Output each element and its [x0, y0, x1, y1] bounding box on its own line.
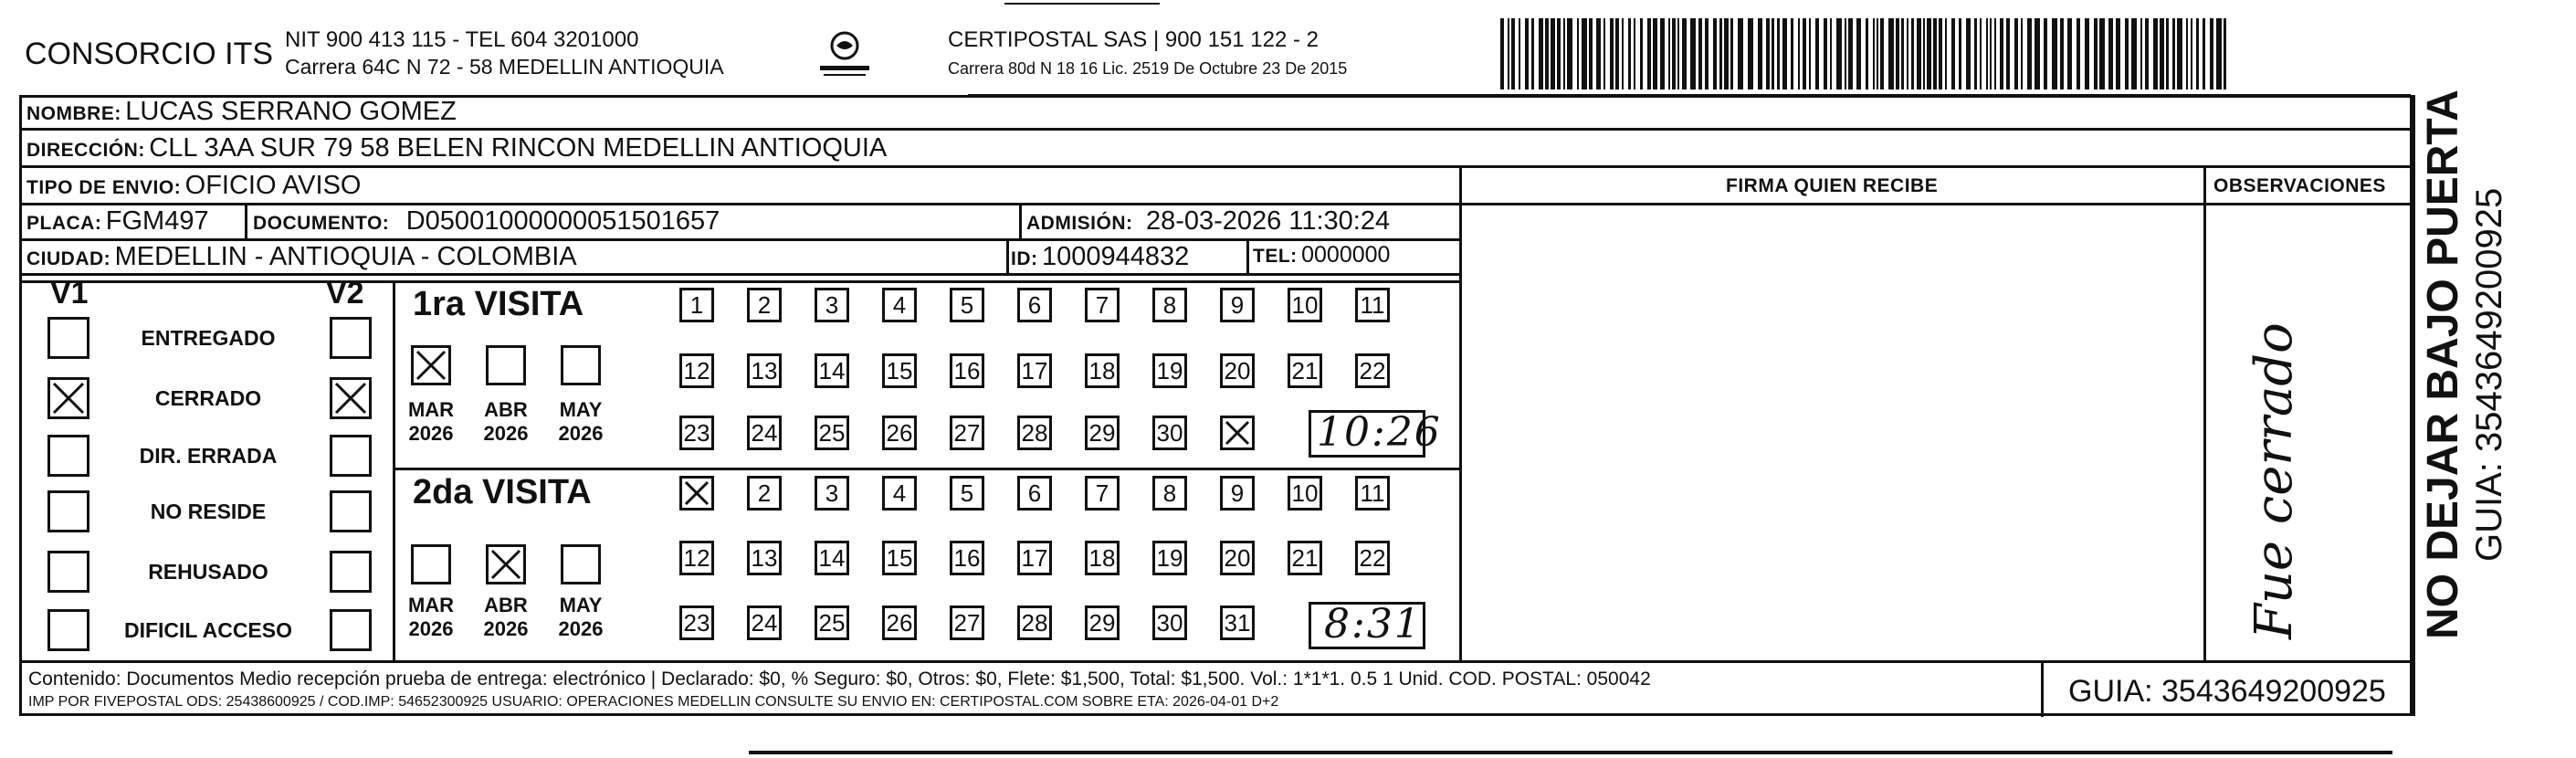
- barcode-bar: [1640, 18, 1643, 89]
- status-label: REHUSADO: [148, 560, 268, 584]
- barcode-bar: [1557, 18, 1561, 89]
- barcode-bar: [1582, 18, 1587, 89]
- barcode-bar: [2052, 18, 2057, 89]
- observaciones-note: Fue cerrado: [2245, 322, 2304, 639]
- day-box[interactable]: 10: [1288, 288, 1322, 322]
- barcode-bar: [2153, 18, 2158, 89]
- barcode-bar: [1803, 18, 1806, 89]
- day-box[interactable]: 28: [1017, 605, 1052, 640]
- barcode-bar: [1567, 18, 1572, 89]
- barcode-bar: [1519, 18, 1520, 89]
- barcode-bar: [2116, 18, 2120, 89]
- day-box[interactable]: 24: [747, 605, 782, 640]
- divider: [1246, 238, 1249, 275]
- barcode-bar: [1668, 18, 1670, 89]
- documento-row: [253, 206, 720, 237]
- month-checkbox[interactable]: [561, 544, 601, 584]
- day-box[interactable]: 26: [882, 605, 917, 640]
- barcode-bar: [2077, 18, 2080, 89]
- barcode-bar: [1966, 18, 1971, 89]
- day-box[interactable]: 25: [815, 416, 849, 450]
- day-box[interactable]: 3: [815, 476, 849, 511]
- barcode-bar: [1545, 18, 1549, 89]
- barcode-bar: [1758, 18, 1762, 89]
- placa-label: PLACA:: [26, 213, 102, 234]
- status-label: ENTREGADO: [141, 326, 276, 350]
- barcode-bar: [1551, 18, 1555, 89]
- month-year: 2026: [483, 422, 529, 445]
- barcode-bar: [1896, 18, 1899, 89]
- day-box[interactable]: 12: [679, 541, 714, 575]
- month-year: 2026: [558, 617, 604, 640]
- month-name: ABR: [484, 398, 528, 421]
- admision-value: 28-03-2026 11:30:24: [1145, 206, 1391, 236]
- barcode-bar: [1845, 18, 1846, 89]
- barcode-bar: [1653, 18, 1657, 89]
- admision-row: [1026, 206, 1390, 237]
- tel-label: TEL:: [1253, 246, 1298, 267]
- barcode-bar: [2186, 18, 2188, 89]
- observaciones-handwriting: [2246, 322, 2303, 639]
- barcode-bar: [2210, 18, 2213, 89]
- barcode-bar: [1907, 18, 1908, 89]
- tel-row: [1253, 242, 1390, 268]
- v2-label: V2: [326, 276, 364, 311]
- barcode-bar: [1777, 18, 1780, 89]
- day-box[interactable]: 14: [815, 353, 849, 388]
- v1-label: V1: [50, 276, 89, 311]
- barcode-bar: [1748, 18, 1753, 89]
- barcode-bar: [1836, 18, 1842, 89]
- divider: [1459, 165, 1462, 661]
- divider: [393, 280, 395, 662]
- barcode: [1500, 18, 2231, 89]
- barcode-bar: [2000, 18, 2003, 89]
- documento-label: DOCUMENTO:: [253, 213, 390, 234]
- day-box[interactable]: 31: [1220, 605, 1255, 640]
- barcode-bar: [1508, 18, 1509, 89]
- day-box[interactable]: 3: [815, 288, 849, 322]
- barcode-bar: [1713, 18, 1717, 89]
- month-year: 2026: [408, 422, 454, 445]
- v1-checkbox[interactable]: [47, 317, 89, 359]
- barcode-bar: [2060, 18, 2064, 89]
- day-box[interactable]: 27: [950, 605, 984, 640]
- divider: [245, 203, 247, 239]
- barcode-bar: [2044, 18, 2047, 89]
- divider: [19, 165, 2413, 168]
- barcode-bar: [1877, 18, 1878, 89]
- barcode-bar: [1511, 18, 1515, 89]
- barcode-bar: [1724, 18, 1729, 89]
- barcode-bar: [1539, 18, 1543, 89]
- divider: [19, 238, 1462, 241]
- month-checkbox[interactable]: [486, 345, 526, 385]
- divider: [19, 203, 2413, 205]
- barcode-bar: [1705, 18, 1709, 89]
- day-box[interactable]: 7: [1085, 476, 1120, 511]
- divider: [1006, 238, 1009, 275]
- month-name: MAR: [407, 594, 455, 616]
- day-box[interactable]: 2: [747, 476, 782, 511]
- day-box[interactable]: 7: [1085, 288, 1120, 322]
- day-box[interactable]: 21: [1288, 353, 1322, 388]
- day-box[interactable]: 16: [950, 541, 984, 575]
- day-box[interactable]: 5: [950, 288, 984, 322]
- first-visit-handwritten-time: 10:26: [1317, 409, 1442, 456]
- v2-checkbox[interactable]: [330, 551, 372, 593]
- v2-checkbox[interactable]: [330, 377, 372, 419]
- barcode-bar: [1660, 18, 1665, 89]
- day-box[interactable]: 15: [882, 353, 917, 388]
- day-box[interactable]: 14: [815, 541, 849, 575]
- barcode-bar: [2140, 18, 2142, 89]
- month-checkbox[interactable]: [411, 544, 451, 584]
- v1-checkbox[interactable]: [47, 435, 89, 477]
- barcode-bar: [1873, 18, 1875, 89]
- id-row: [1011, 242, 1189, 272]
- barcode-bar: [1959, 18, 1961, 89]
- status-label: DIR. ERRADA: [139, 444, 278, 468]
- barcode-bar: [1911, 18, 1914, 89]
- day-box[interactable]: 30: [1152, 605, 1187, 640]
- barcode-bar: [2177, 18, 2182, 89]
- day-box[interactable]: 21: [1288, 541, 1322, 575]
- day-box[interactable]: 27: [950, 416, 984, 450]
- certipostal-subtitle: Carrera 80d N 18 16 Lic. 2519 De Octubre 23 De 2015: [948, 59, 1348, 78]
- barcode-bar: [1647, 18, 1651, 89]
- day-box[interactable]: 2: [747, 288, 782, 322]
- day-box[interactable]: 28: [1017, 416, 1052, 450]
- id-value: 1000944832: [1041, 242, 1190, 271]
- barcode-bar: [2006, 18, 2010, 89]
- tipo-label: TIPO DE ENVIO:: [26, 177, 182, 198]
- bottom-rule: [749, 751, 2392, 754]
- day-box[interactable]: 11: [1355, 288, 1390, 322]
- barcode-bar: [1628, 18, 1631, 89]
- direccion-value: CLL 3AA SUR 79 58 BELEN RINCON MEDELLIN ANTIOQUIA: [149, 133, 888, 163]
- day-box[interactable]: 10: [1288, 476, 1322, 511]
- barcode-bar: [2094, 18, 2098, 89]
- day-box[interactable]: [679, 476, 714, 511]
- barcode-bar: [1866, 18, 1868, 89]
- certipostal-title: CERTIPOSTAL SAS | 900 151 122 - 2: [948, 27, 1319, 52]
- barcode-bar: [2216, 18, 2222, 89]
- day-box-checked[interactable]: [1220, 416, 1255, 450]
- v1-checkbox[interactable]: [47, 377, 89, 419]
- month-checkbox[interactable]: [486, 544, 526, 584]
- second-visit-handwritten-time: 8:31: [1324, 601, 1422, 647]
- divider: [19, 280, 1462, 283]
- barcode-bar: [1933, 18, 1937, 89]
- observaciones-header: OBSERVACIONES: [2213, 175, 2386, 196]
- barcode-bar: [2108, 18, 2113, 89]
- barcode-bar: [1809, 18, 1811, 89]
- barcode-bar: [1719, 18, 1722, 89]
- barcode-bar: [2145, 18, 2149, 89]
- ciudad-row: [26, 242, 577, 272]
- ciudad-value: MEDELLIN - ANTIOQUIA - COLOMBIA: [114, 242, 577, 271]
- barcode-bar: [2166, 18, 2169, 89]
- barcode-bar: [1610, 18, 1614, 89]
- month-label: [552, 594, 610, 641]
- day-box[interactable]: 17: [1017, 541, 1052, 575]
- barcode-bar: [2196, 18, 2199, 89]
- barcode-bar: [1880, 18, 1884, 89]
- month-year: 2026: [483, 617, 529, 640]
- day-box[interactable]: 9: [1220, 476, 1255, 511]
- barcode-bar: [1980, 18, 1982, 89]
- month-year: 2026: [558, 422, 604, 445]
- barcode-bar: [1698, 18, 1702, 89]
- v2-checkbox[interactable]: [330, 609, 372, 651]
- day-box[interactable]: 13: [747, 541, 782, 575]
- barcode-bar: [1500, 18, 1504, 89]
- barcode-bar: [1577, 18, 1579, 89]
- barcode-bar: [2099, 18, 2105, 89]
- documento-value: D05001000000051501657: [405, 206, 720, 236]
- divider: [19, 660, 2413, 663]
- first-visit-title: 1ra VISITA: [413, 285, 584, 323]
- nombre-label: NOMBRE:: [26, 103, 121, 124]
- barcode-bar: [1766, 18, 1770, 89]
- day-box[interactable]: 23: [679, 605, 714, 640]
- month-name: MAY: [559, 594, 603, 616]
- first-visit-time-box: [1309, 409, 1442, 458]
- barcode-bar: [1927, 18, 1931, 89]
- barcode-bar: [1830, 18, 1832, 89]
- barcode-bar: [1782, 18, 1787, 89]
- month-year: 2026: [408, 617, 454, 640]
- barcode-bar: [1603, 18, 1605, 89]
- month-label: [477, 594, 535, 641]
- form-frame: [19, 95, 2413, 716]
- barcode-bar: [1815, 18, 1819, 89]
- barcode-bar: [2027, 18, 2032, 89]
- direccion-label: DIRECCIÓN:: [26, 140, 145, 161]
- day-box[interactable]: 15: [882, 541, 917, 575]
- barcode-bar: [1772, 18, 1774, 89]
- placa-row: [26, 206, 209, 237]
- month-name: ABR: [484, 594, 528, 616]
- barcode-bar: [2160, 18, 2164, 89]
- barcode-bar: [2191, 18, 2192, 89]
- tel-value: 0000000: [1301, 242, 1391, 268]
- v2-checkbox[interactable]: [330, 435, 372, 477]
- barcode-bar: [1525, 18, 1529, 89]
- company-address: Carrera 64C N 72 - 58 MEDELLIN ANTIOQUIA: [285, 55, 724, 79]
- barcode-bar: [1917, 18, 1921, 89]
- day-box[interactable]: 20: [1220, 541, 1255, 575]
- barcode-bar: [1848, 18, 1853, 89]
- day-box[interactable]: 29: [1085, 605, 1120, 640]
- day-box[interactable]: 13: [747, 353, 782, 388]
- day-box[interactable]: 6: [1017, 288, 1052, 322]
- barcode-bar: [2203, 18, 2205, 89]
- tipo-row: [26, 171, 361, 201]
- divider: [19, 273, 1462, 276]
- v1-checkbox[interactable]: [47, 490, 89, 532]
- day-box[interactable]: 26: [882, 416, 917, 450]
- barcode-bar: [1990, 18, 1992, 89]
- barcode-bar: [2224, 18, 2226, 89]
- day-box[interactable]: 12: [679, 353, 714, 388]
- barcode-bar: [1951, 18, 1955, 89]
- day-box[interactable]: 29: [1085, 416, 1120, 450]
- day-box[interactable]: 16: [950, 353, 984, 388]
- second-visit-title: 2da VISITA: [413, 473, 592, 511]
- divider: [393, 468, 1461, 470]
- day-box[interactable]: 20: [1220, 353, 1255, 388]
- direccion-row: [26, 133, 887, 163]
- month-name: MAY: [559, 398, 603, 421]
- day-box[interactable]: 30: [1152, 416, 1187, 450]
- nombre-value: LUCAS SERRANO GOMEZ: [125, 97, 457, 126]
- barcode-bar: [2085, 18, 2089, 89]
- barcode-bar: [1615, 18, 1619, 89]
- barcode-bar: [1888, 18, 1894, 89]
- barcode-bar: [1856, 18, 1861, 89]
- day-box[interactable]: 23: [679, 416, 714, 450]
- barcode-bar: [1622, 18, 1624, 89]
- second-visit-time-box: [1309, 602, 1425, 649]
- day-box[interactable]: 9: [1220, 288, 1255, 322]
- barcode-bar: [1690, 18, 1696, 89]
- barcode-bar: [1945, 18, 1947, 89]
- company-name: CONSORCIO ITS: [25, 37, 274, 71]
- month-label: [402, 594, 460, 641]
- day-box[interactable]: 6: [1017, 476, 1052, 511]
- day-box[interactable]: 22: [1355, 541, 1390, 575]
- v1-checkbox[interactable]: [47, 551, 89, 593]
- month-label: [552, 398, 610, 446]
- barcode-bar: [1994, 18, 1996, 89]
- day-box[interactable]: 22: [1355, 353, 1390, 388]
- v1-checkbox[interactable]: [47, 609, 89, 651]
- month-checkbox[interactable]: [411, 345, 451, 385]
- status-label: DIFICIL ACCESO: [123, 618, 292, 642]
- day-box[interactable]: 18: [1085, 541, 1120, 575]
- barcode-bar: [1730, 18, 1733, 89]
- divider: [1019, 203, 1022, 239]
- footer-imp: IMP POR FIVEPOSTAL ODS: 25438600925 / COD.IMP: 54652300925 USUARIO: OPERACIONES MEDELLIN CONSULTE SU ENVIO EN: CERTIPOSTAL.COM SOBRE ETA: 2026-04-01 D+2: [28, 694, 1279, 710]
- certipostal-logo: [813, 26, 877, 82]
- footer-contenido: Contenido: Documentos Medio recepción prueba de entrega: electrónico | Declarado: $0, % Seguro: $0, Otros: $0, Flete: $1,500, Total: $1,500. Vol.: 1*1*1. 0.5 1 Unid. COD. POSTAL: 050042: [28, 669, 1651, 690]
- barcode-bar: [1682, 18, 1687, 89]
- day-box[interactable]: 11: [1355, 476, 1390, 511]
- v2-checkbox[interactable]: [330, 317, 372, 359]
- barcode-bar: [2014, 18, 2018, 89]
- barcode-bar: [1634, 18, 1635, 89]
- barcode-bar: [1738, 18, 1743, 89]
- footer-guia: GUIA: 3543649200925: [2068, 674, 2386, 709]
- tipo-value: OFICIO AVISO: [184, 171, 362, 200]
- barcode-bar: [1986, 18, 1988, 89]
- month-label: [477, 398, 535, 446]
- id-label: ID:: [1011, 248, 1038, 269]
- barcode-bar: [2067, 18, 2072, 89]
- barcode-bar: [1589, 18, 1593, 89]
- ciudad-label: CIUDAD:: [26, 248, 111, 269]
- day-box[interactable]: 8: [1152, 476, 1187, 511]
- barcode-bar: [2021, 18, 2023, 89]
- status-label: CERRADO: [154, 386, 262, 410]
- barcode-bar: [2125, 18, 2129, 89]
- top-rule: [1004, 3, 1160, 5]
- barcode-bar: [1974, 18, 1977, 89]
- barcode-bar: [1824, 18, 1827, 89]
- nombre-row: [26, 97, 457, 127]
- barcode-bar: [1677, 18, 1679, 89]
- admision-label: ADMISIÓN:: [1026, 213, 1133, 234]
- side-warning: NO DEJAR BAJO PUERTA: [2419, 89, 2467, 639]
- divider: [2041, 660, 2044, 717]
- barcode-bar: [1596, 18, 1601, 89]
- day-box[interactable]: 19: [1152, 541, 1187, 575]
- month-name: MAR: [407, 398, 455, 421]
- barcode-bar: [1563, 18, 1565, 89]
- firma-header: FIRMA QUIEN RECIBE: [1726, 175, 1939, 196]
- day-box[interactable]: 8: [1152, 288, 1187, 322]
- day-box[interactable]: 4: [882, 476, 917, 511]
- day-box[interactable]: 17: [1017, 353, 1052, 388]
- company-nit: NIT 900 413 115 - TEL 604 3201000: [285, 27, 639, 52]
- barcode-bar: [2172, 18, 2175, 89]
- barcode-bar: [1531, 18, 1534, 89]
- divider: [2203, 165, 2206, 661]
- barcode-bar: [1791, 18, 1793, 89]
- placa-value: FGM497: [105, 206, 209, 236]
- month-label: [402, 398, 460, 446]
- divider: [19, 128, 2413, 131]
- barcode-bar: [1672, 18, 1676, 89]
- day-box[interactable]: 18: [1085, 353, 1120, 388]
- day-box[interactable]: 1: [679, 288, 714, 322]
- v2-checkbox[interactable]: [330, 490, 372, 532]
- day-box[interactable]: 25: [815, 605, 849, 640]
- divider: [2413, 95, 2415, 716]
- day-box[interactable]: 24: [747, 416, 782, 450]
- barcode-bar: [1798, 18, 1800, 89]
- side-guia: GUIA: 3543649200925: [2469, 187, 2509, 562]
- barcode-bar: [1939, 18, 1942, 89]
- month-checkbox[interactable]: [561, 345, 601, 385]
- day-box[interactable]: 4: [882, 288, 917, 322]
- day-box[interactable]: 19: [1152, 353, 1187, 388]
- barcode-bar: [2035, 18, 2040, 89]
- barcode-bar: [2131, 18, 2137, 89]
- barcode-bar: [1901, 18, 1904, 89]
- barcode-bar: [1923, 18, 1925, 89]
- day-box[interactable]: 5: [950, 476, 984, 511]
- status-label: NO RESIDE: [150, 500, 267, 523]
